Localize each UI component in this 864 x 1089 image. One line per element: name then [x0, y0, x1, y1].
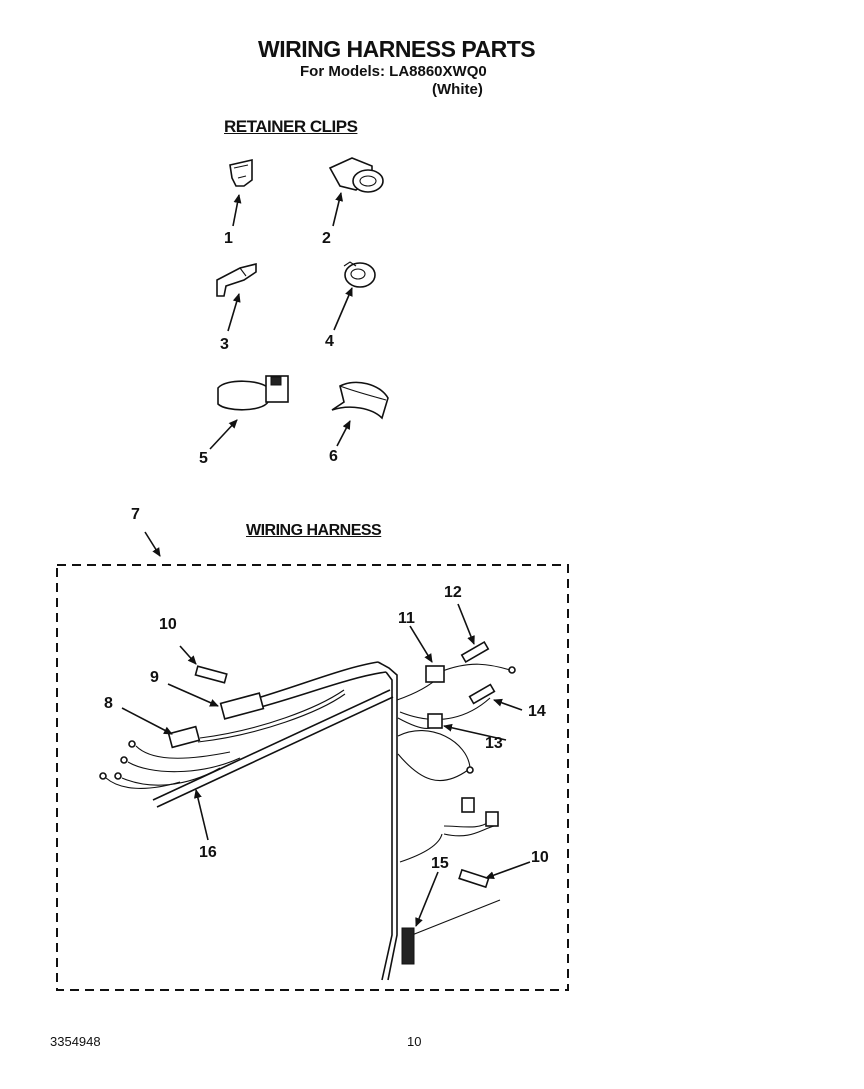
- callout-8: 8: [104, 695, 113, 712]
- retainer-clips-heading: RETAINER CLIPS: [224, 117, 358, 136]
- terminal-12: [462, 642, 489, 662]
- terminal-10-left: [195, 666, 226, 682]
- callout-16: 16: [199, 844, 217, 861]
- retainer-clip-1: [230, 160, 252, 186]
- callout-3: 3: [220, 336, 229, 353]
- color-line: (White): [432, 81, 483, 98]
- callout-6: 6: [329, 448, 338, 465]
- connector-9: [221, 693, 264, 719]
- connector-8: [169, 727, 200, 748]
- callout-5: 5: [199, 450, 208, 467]
- connector-11: [426, 666, 444, 682]
- callout-12: 12: [444, 584, 462, 601]
- page-title: WIRING HARNESS PARTS: [258, 36, 536, 62]
- connector-13: [428, 714, 442, 728]
- callout-1: 1: [224, 230, 233, 247]
- callout-13: 13: [485, 735, 503, 752]
- callout-11: 11: [398, 610, 415, 627]
- callout-9: 9: [150, 669, 159, 686]
- retainer-clip-3: [217, 264, 256, 296]
- models-line: For Models: LA8860XWQ0: [300, 63, 487, 80]
- callout-10-right: 10: [531, 849, 549, 866]
- terminal-10-right: [459, 870, 488, 887]
- callout-15: 15: [431, 855, 449, 872]
- retainer-clip-5: [218, 376, 288, 410]
- retainer-clip-4: [344, 262, 375, 287]
- retainer-clip-2: [330, 158, 383, 192]
- callout-10-left: 10: [159, 616, 177, 633]
- callout-4: 4: [325, 333, 334, 350]
- callout-7: 7: [131, 506, 140, 523]
- connector-15: [402, 928, 414, 964]
- page-number: 10: [407, 1034, 422, 1049]
- retainer-clip-6: [332, 382, 388, 418]
- harness-assembly-boundary: [57, 565, 568, 990]
- callout-14: 14: [528, 703, 546, 720]
- document-number: 3354948: [50, 1034, 101, 1049]
- wiring-harness-heading: WIRING HARNESS: [246, 522, 382, 539]
- terminal-14: [470, 685, 495, 704]
- callout-2: 2: [322, 230, 331, 247]
